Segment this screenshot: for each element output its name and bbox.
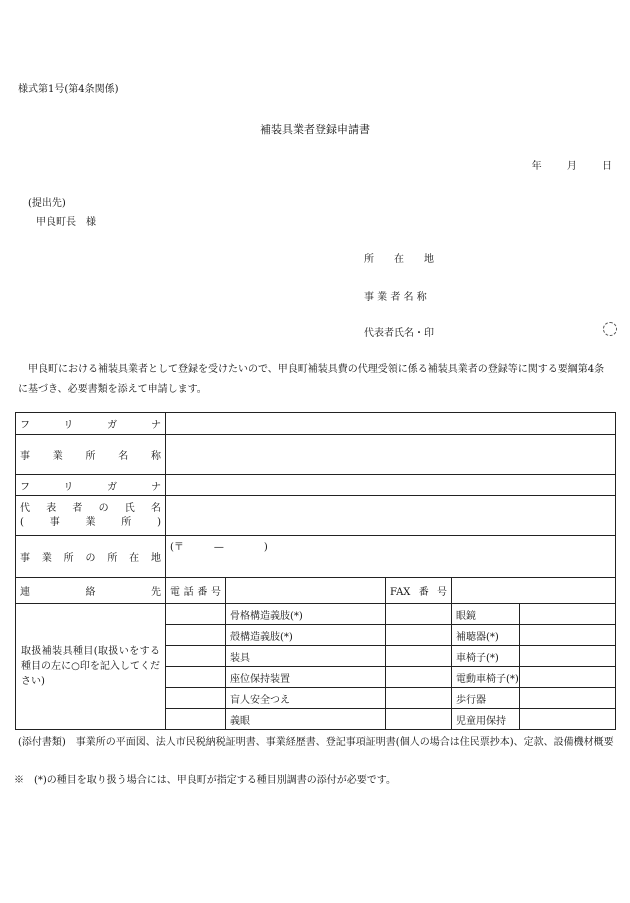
attachments-note: (添付書類) 事業所の平面図、法人市民税納税証明書、事業経歴書、登記事項証明書(個人の場合は住民票抄本)、定款、設備機材概要 bbox=[18, 737, 614, 748]
item-checkbox[interactable] bbox=[166, 646, 226, 667]
office-name-label: 事業所名称 bbox=[16, 435, 166, 475]
furigana-label-1: フリガナ bbox=[16, 413, 166, 435]
applicant-business-name-label: 事 業 者 名 称 bbox=[364, 292, 427, 303]
item-label: 義眼 bbox=[226, 709, 386, 730]
item-label: 装具 bbox=[226, 646, 386, 667]
applicant-address-label: 所 在 地 bbox=[364, 254, 434, 265]
item-label: 座位保持装置 bbox=[226, 667, 386, 688]
representative-name-field[interactable] bbox=[166, 496, 616, 536]
date-day: 日 bbox=[602, 161, 612, 172]
item-label: 盲人安全つえ bbox=[226, 688, 386, 709]
item-checkbox[interactable] bbox=[520, 625, 616, 646]
date-year: 年 bbox=[531, 161, 542, 172]
phone-label: 電話番号 bbox=[166, 578, 226, 604]
item-checkbox[interactable] bbox=[166, 667, 226, 688]
phone-field[interactable] bbox=[226, 578, 386, 604]
item-checkbox[interactable] bbox=[520, 688, 616, 709]
furigana-field-2[interactable] bbox=[166, 475, 616, 496]
item-checkbox[interactable] bbox=[166, 625, 226, 646]
item-checkbox-眼鏡[interactable] bbox=[386, 604, 452, 625]
contact-label: 連絡先 bbox=[16, 578, 166, 604]
item-label: 歩行器 bbox=[452, 688, 520, 709]
fax-label: FAX番号 bbox=[386, 578, 452, 604]
item-checkbox[interactable] bbox=[166, 688, 226, 709]
item-checkbox[interactable] bbox=[520, 709, 616, 730]
item-label: 骨格構造義肢(*) bbox=[226, 604, 386, 625]
item-checkbox[interactable] bbox=[520, 667, 616, 688]
representative-name-label: 代表者の氏名 (事業所) bbox=[16, 496, 166, 536]
item-checkbox[interactable] bbox=[386, 625, 452, 646]
item-label: 車椅子(*) bbox=[452, 646, 520, 667]
form-number: 様式第1号(第4条関係) bbox=[18, 84, 119, 95]
destination-recipient: 甲良町長 様 bbox=[36, 217, 96, 228]
item-checkbox[interactable] bbox=[520, 646, 616, 667]
furigana-field-1[interactable] bbox=[166, 413, 616, 435]
item-checkbox[interactable] bbox=[386, 688, 452, 709]
item-checkbox-歩行補助つえ[interactable] bbox=[520, 604, 616, 625]
applicant-representative-label: 代表者氏名・印 bbox=[364, 328, 434, 339]
asterisk-note: ※ (*)の種目を取り扱う場合には、甲良町が指定する種目別調書の添付が必要です。 bbox=[14, 775, 397, 786]
application-statement: 甲良町における補装具業者として登録を受けたいので、甲良町補装具費の代理受領に係る補装具業者の登録等に関する要綱第4条に基づき、必要書類を添えて申請します。 bbox=[18, 364, 605, 395]
application-form-table bbox=[15, 412, 616, 730]
item-checkbox[interactable] bbox=[386, 709, 452, 730]
office-name-field[interactable] bbox=[166, 435, 616, 475]
item-label: 電動車椅子(*) bbox=[452, 667, 520, 688]
document-title: 補装具業者登録申請書 bbox=[260, 123, 370, 136]
item-checkbox[interactable] bbox=[386, 667, 452, 688]
item-checkbox-骨格構造義肢[interactable] bbox=[166, 604, 226, 625]
office-address-label: 事業所の所在地 bbox=[16, 536, 166, 578]
item-label: 補聴器(*) bbox=[452, 625, 520, 646]
items-label: 取扱補装具種目(取扱いをする種目の左に○印を記入してください) bbox=[16, 604, 166, 730]
seal-circle-icon bbox=[603, 322, 617, 336]
date-line bbox=[510, 157, 612, 172]
destination-label: (提出先) bbox=[28, 198, 66, 209]
item-checkbox[interactable] bbox=[166, 709, 226, 730]
postal-code: (〒 — ) bbox=[170, 542, 268, 553]
item-label: 眼鏡 bbox=[452, 604, 520, 625]
item-checkbox[interactable] bbox=[386, 646, 452, 667]
item-label: 殻構造義肢(*) bbox=[226, 625, 386, 646]
furigana-label-2: フリガナ bbox=[16, 475, 166, 496]
date-month: 月 bbox=[566, 161, 577, 172]
office-address-field[interactable] bbox=[166, 536, 616, 578]
fax-field[interactable] bbox=[452, 578, 616, 604]
item-label: 児童用保持 bbox=[452, 709, 520, 730]
